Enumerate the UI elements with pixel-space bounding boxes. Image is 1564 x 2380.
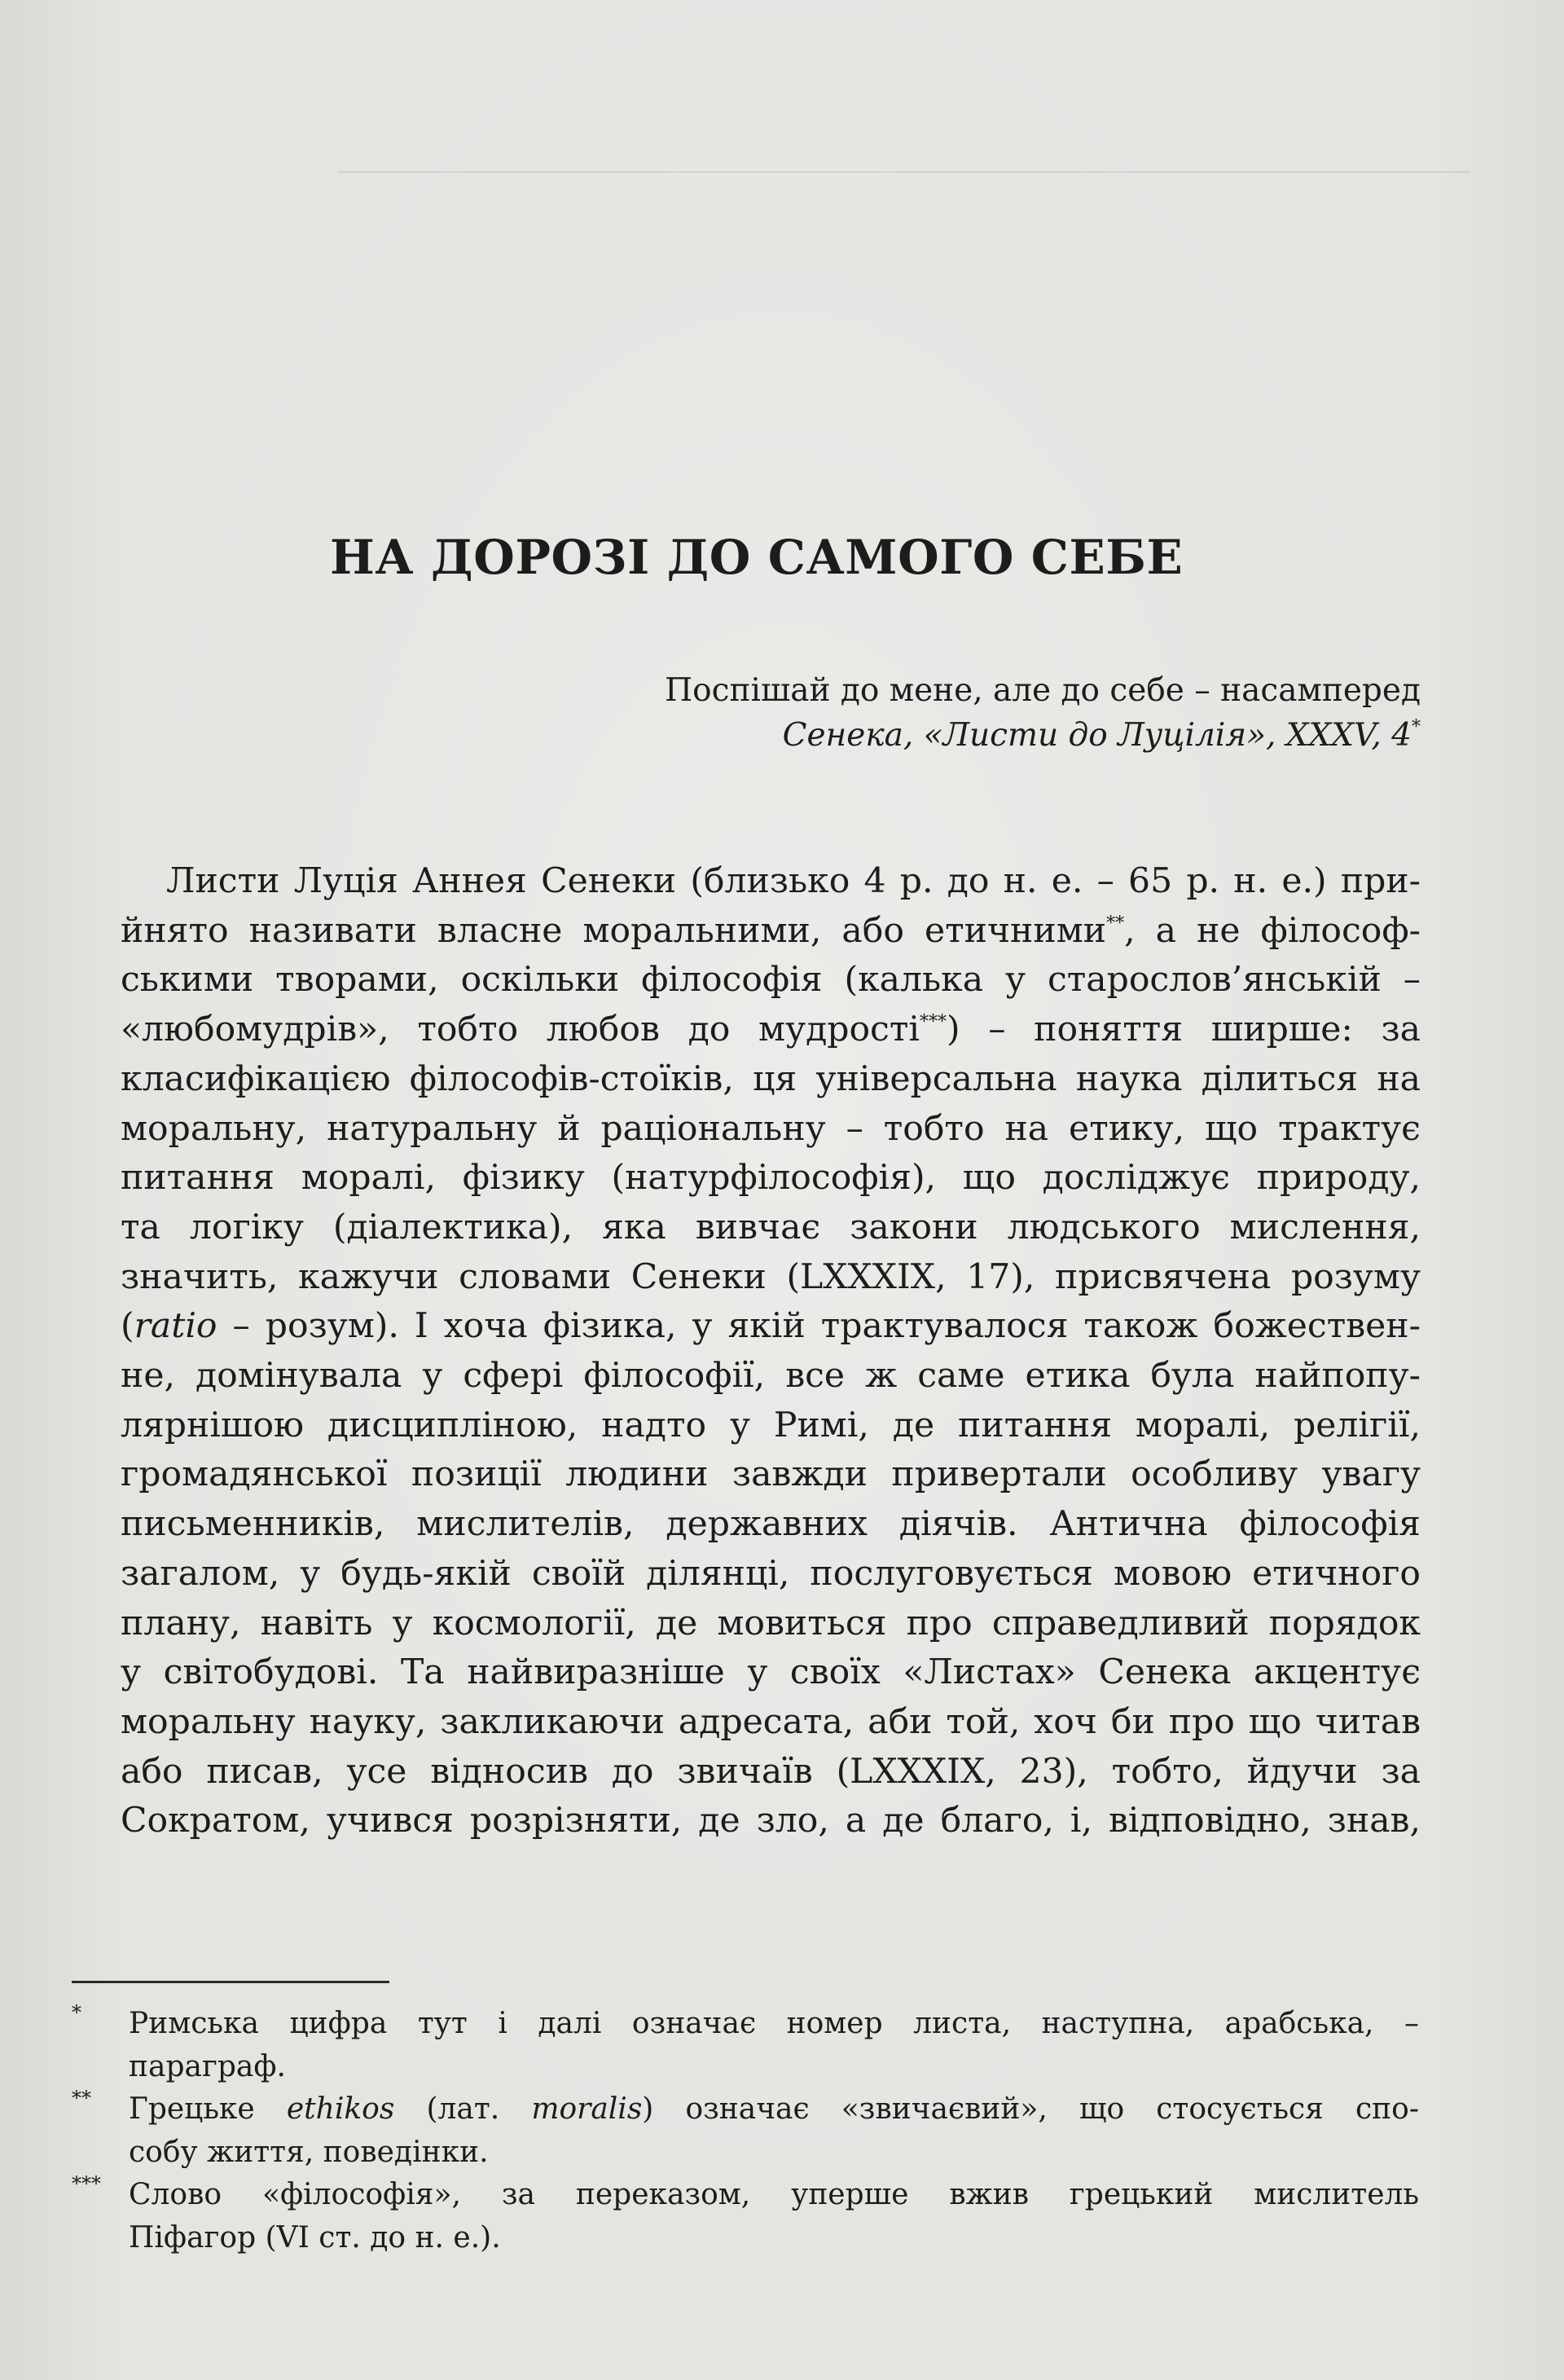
text-run: не, домінувала у сфері філософії, все ж саме етика була найпопу- [121, 1356, 1421, 1397]
footnote-line [129, 2046, 1419, 2089]
text-line [121, 1450, 1421, 1500]
epigraph-source-text: Сенека, «Листи до Луцілія», XXXV, 4 [782, 717, 1412, 754]
text-line [121, 1302, 1421, 1352]
text-run: моральну науку, закликаючи адресата, аби той, хоч би про що читав [121, 1701, 1421, 1742]
footnote-marker: ** [1106, 913, 1125, 934]
text-run: йнято називати власне моральними, або етичними [121, 910, 1107, 951]
text-run: ) – поняття ширше: за [946, 1010, 1421, 1050]
footnote-marker: *** [919, 1012, 947, 1033]
footnote-line [129, 2088, 1419, 2131]
text-line [121, 1500, 1421, 1550]
text-line [121, 1154, 1421, 1203]
text-run: Піфагор (VI ст. до н. е.). [129, 2220, 501, 2255]
footnote-line [129, 2003, 1419, 2046]
italic-term: ratio [134, 1306, 217, 1347]
footnote-line [129, 2131, 1419, 2175]
text-run: (лат. [394, 2092, 532, 2126]
text-line [121, 907, 1421, 957]
text-run: собу життя, поведінки. [129, 2135, 489, 2169]
text-run: ськими творами, оскільки філософія (калька у старослов’янській – [121, 960, 1421, 1001]
text-line [121, 1105, 1421, 1155]
italic-term: moralis [531, 2092, 643, 2126]
footnote [72, 2174, 1419, 2259]
footnote-separator [72, 1981, 389, 1983]
text-line [121, 1253, 1421, 1303]
text-run: Листи Луція Аннея Сенеки (близько 4 р. до н. е. – 65 р. н. е.) при- [166, 861, 1421, 901]
text-run: значить, кажучи словами Сенеки (LXXXIX, 17), присвячена розуму [121, 1256, 1421, 1297]
epigraph-source [443, 713, 1421, 758]
chapter-title: НА ДОРОЗІ ДО САМОГО СЕБЕ [330, 530, 1184, 585]
text-line [121, 1599, 1421, 1649]
footnote [72, 2088, 1419, 2174]
text-line [121, 1797, 1421, 1846]
text-line [121, 956, 1421, 1005]
text-run: у світобудові. Та найвиразніше у своїх «Листах» Сенека акцентує [121, 1652, 1421, 1693]
text-line [121, 1648, 1421, 1698]
text-run: або писав, усе відносив до звичаїв (LXXXIX, 23), тобто, йдучи за [121, 1751, 1421, 1792]
text-run: параграф. [129, 2049, 286, 2083]
text-run: плану, навіть у космології, де мовиться про справедливий порядок [121, 1603, 1421, 1643]
footnotes [72, 2003, 1419, 2259]
text-line [121, 1698, 1421, 1748]
show-through-rule [337, 171, 1470, 173]
text-line [121, 1005, 1421, 1055]
text-run: класифікацією філософів-стоїків, ця універсальна наука ділиться на [121, 1058, 1421, 1099]
body-text [121, 857, 1421, 1846]
text-line [121, 1550, 1421, 1599]
text-run: письменників, мислителів, державних діячів. Антична філософія [121, 1504, 1421, 1545]
text-line [121, 1401, 1421, 1451]
footnote-mark: *** [72, 2172, 101, 2195]
text-line [121, 1055, 1421, 1105]
text-run: громадянської позиції людини завжди привертали особливу увагу [121, 1454, 1421, 1495]
text-run: ( [121, 1306, 134, 1347]
epigraph-quote: Поспішай до мене, але до себе – насамперед [665, 672, 1421, 709]
text-run: лярнішою дисципліною, надто у Римі, де питання моралі, релігії, [121, 1405, 1421, 1445]
text-run: Грецьке [129, 2092, 287, 2126]
text-run: – розум). І хоча фізика, у якій трактувалося також божествен- [217, 1306, 1421, 1347]
text-run: моральну, натуральну й раціональну – тобто на етику, що трактує [121, 1108, 1421, 1149]
text-run: та логіку (діалектика), яка вивчає закони людського мислення, [121, 1207, 1421, 1247]
text-run: загалом, у будь-якій своїй ділянці, послуговується мовою етичного [121, 1553, 1421, 1594]
text-run: питання моралі, фізику (натурфілософія), що досліджує природу, [121, 1158, 1421, 1199]
italic-term: ethikos [286, 2092, 395, 2126]
text-run: Римська цифра тут і далі означає номер листа, наступна, арабська, – [129, 2007, 1419, 2040]
footnote-line [129, 2174, 1419, 2217]
text-line [121, 1352, 1421, 1401]
footnote [72, 2003, 1419, 2088]
text-line [121, 857, 1421, 907]
footnote-line [129, 2217, 1419, 2260]
text-run: Сократом, учився розрізняти, де зло, а де благо, і, відповідно, знав, [121, 1801, 1421, 1841]
footnote-mark: ** [72, 2087, 91, 2109]
text-run: «любомудрів», тобто любов до мудрості [121, 1010, 920, 1050]
epigraph [443, 668, 1421, 758]
text-line [121, 1748, 1421, 1797]
text-run: Слово «філософія», за переказом, уперше вжив грецький мислитель [129, 2178, 1419, 2211]
footnote-mark: * [72, 2001, 81, 2024]
text-line [121, 1203, 1421, 1253]
footnote-marker: * [1412, 717, 1421, 737]
text-run: , а не філософ- [1124, 910, 1421, 951]
text-run: ) означає «звичаєвий», що стосується спо- [642, 2092, 1420, 2126]
